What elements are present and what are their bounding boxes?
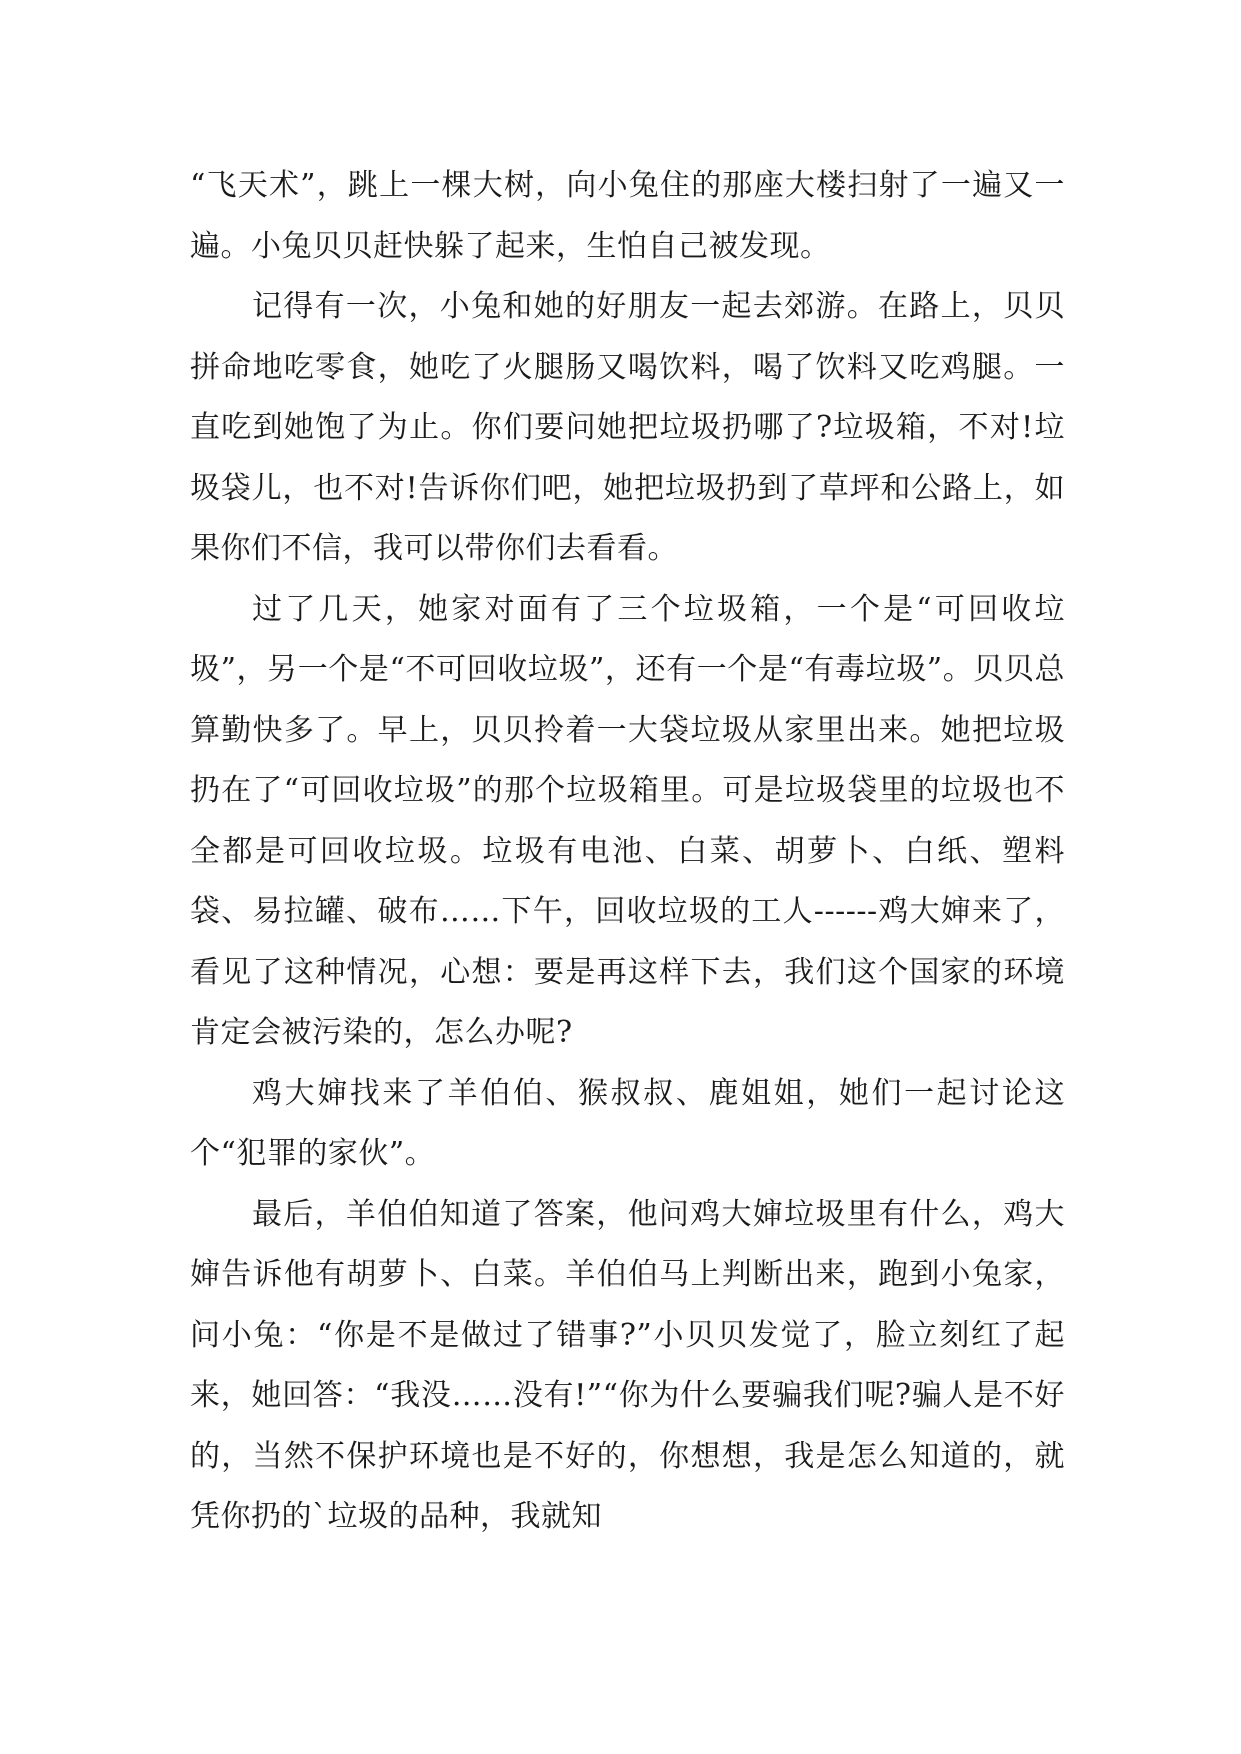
paragraph-3: 过了几天，她家对面有了三个垃圾箱，一个是“可回收垃圾”，另一个是“不可回收垃圾”，还有一个是“有毒垃圾”。贝贝总算勤快多了。早上，贝贝拎着一大袋垃圾从家里出来。她把垃圾扔在了“可回收垃圾”的那个垃圾箱里。可是垃圾袋里的垃圾也不全都是可回收垃圾。垃圾有电池、白菜、胡萝卜、白纸、塑料袋、易拉罐、破布……下午，回收垃圾的工人------鸡大婶来了，看见了这种情况，心想：要是再这样下去，我们这个国家的环境肯定会被污染的，怎么办呢? [190,591,1065,1050]
document-body [190,156,1065,1548]
paragraph-2: 记得有一次，小兔和她的好朋友一起去郊游。在路上，贝贝拼命地吃零食，她吃了火腿肠又喝饮料，喝了饮料又吃鸡腿。一直吃到她饱了为止。你们要问她把垃圾扔哪了?垃圾箱，不对!垃圾袋儿，也不对!告诉你们吧，她把垃圾扔到了草坪和公路上，如果你们不信，我可以带你们去看看。 [190,289,1065,566]
paragraph-1: “飞天术”，跳上一棵大树，向小兔住的那座大楼扫射了一遍又一遍。小兔贝贝赶快躲了起来，生怕自己被发现。 [190,168,1065,264]
paragraph-4: 鸡大婶找来了羊伯伯、猴叔叔、鹿姐姐，她们一起讨论这个“犯罪的家伙”。 [190,1075,1065,1171]
paragraph-5: 最后，羊伯伯知道了答案，他问鸡大婶垃圾里有什么，鸡大婶告诉他有胡萝卜、白菜。羊伯伯马上判断出来，跑到小兔家，问小兔：“你是不是做过了错事?”小贝贝发觉了，脸立刻红了起来，她回答：“我没……没有!”“你为什么要骗我们呢?骗人是不好的，当然不保护环境也是不好的，你想想，我是怎么知道的，就凭你扔的`垃圾的品种，我就知 [190,1196,1065,1534]
